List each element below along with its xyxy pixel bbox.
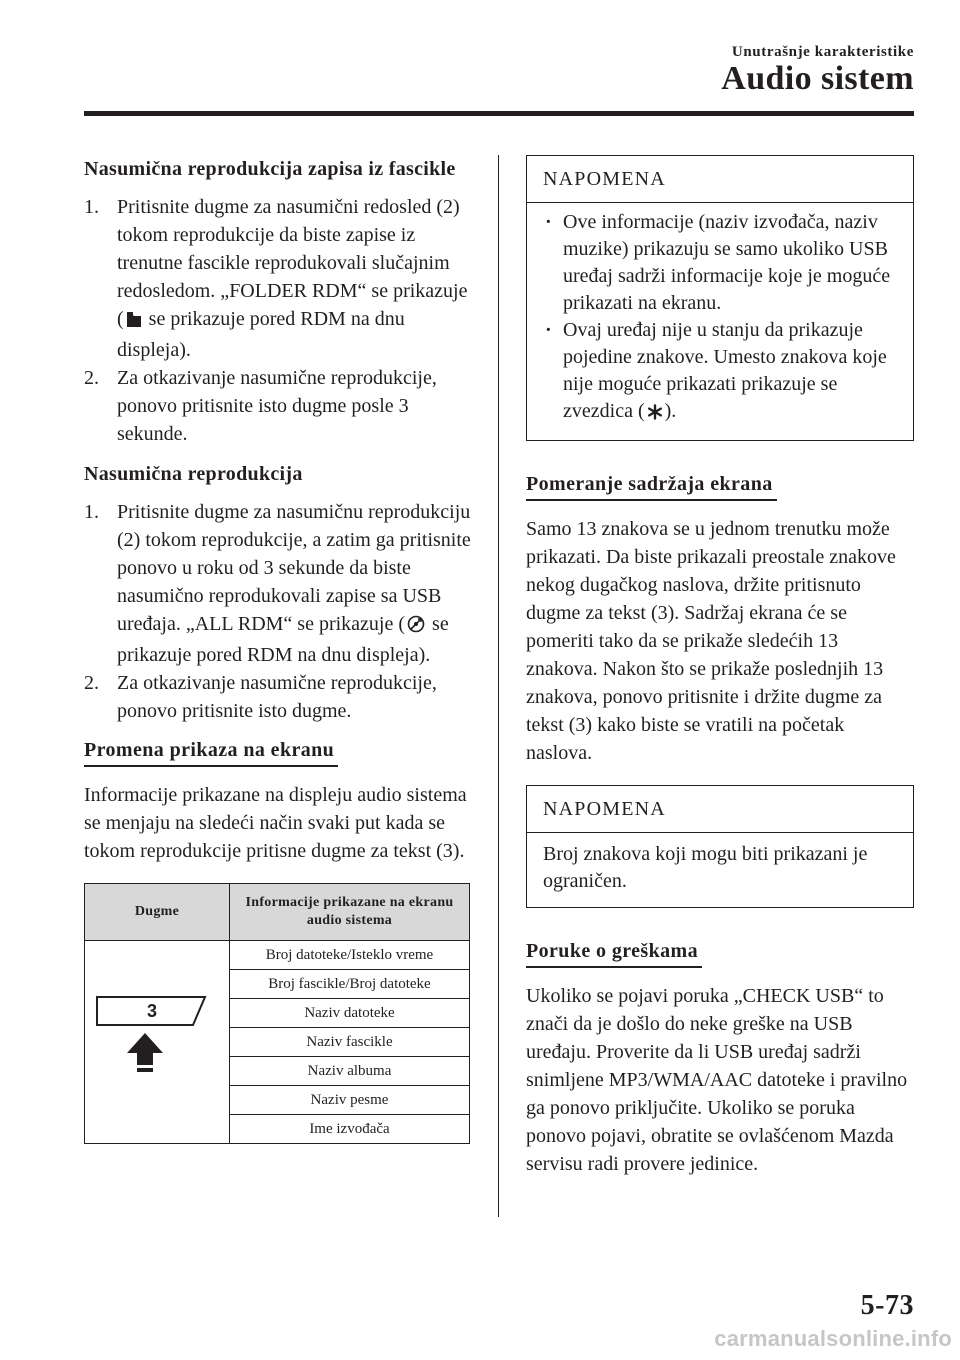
display-change-body: Informacije prikazane na displeju audio sistema se menjaju na sledeći način svaki put kada se tokom reprodukcije pritisne dugme za tekst (3). <box>84 784 467 862</box>
table-header-info: Informacije prikazane na ekranu audio sistema <box>230 884 470 941</box>
list-item: 2. Za otkazivanje nasumične reprodukcije, ponovo pritisnite isto dugme. <box>84 672 437 722</box>
table-cell: Naziv albuma <box>230 1057 470 1086</box>
watermark: carmanualsonline.info <box>714 1326 952 1351</box>
note-body: Broj znakova koji mogu biti prikazani je ograničen. <box>543 843 868 892</box>
list-item: 1. Pritisnite dugme za nasumični redosled (2) tokom reprodukcije da biste zapise iz trenutne fascikle reprodukovali slučajnim redosledom. „FOLDER RDM“ se prikazuje ( se prikazuje pored RDM na dnu displeja). <box>84 196 468 361</box>
note-box <box>526 785 914 908</box>
note-title: NAPOMENA <box>527 156 913 203</box>
chapter-label: Unutrašnje karakteristike <box>731 44 914 60</box>
list-item: · Ovaj uređaj nije u stanju da prikazuje pojedine znakove. Umesto znakova koje nije moguće prikazati prikazuje se zvezdica ( ). <box>543 317 897 428</box>
text-button-cell <box>85 941 230 1144</box>
display-change-heading: Promena prikaza na ekranu <box>84 737 338 767</box>
list-item: · Ove informacije (naziv izvođača, naziv muzike) prikazuju se samo ukoliko USB uređaj sadrži informacije koje je moguće prikazati na ekranu. <box>545 211 891 314</box>
list-item: 1. Pritisnite dugme za nasumičnu reprodukciju (2) tokom reprodukcije, a zatim ga pritisnite ponovo u roku od 3 sekunde da biste nasumično reprodukovali zapise sa USB uređaja. „ALL RDM“ se prikazuje ( se prikazuje pored RDM na dnu displeja). <box>84 501 471 666</box>
page-number: 5-73 <box>860 1290 914 1321</box>
all-random-heading: Nasumična reprodukcija <box>84 463 303 485</box>
table-cell: Naziv pesme <box>230 1086 470 1115</box>
right-column <box>526 155 914 1196</box>
header-rule <box>84 111 914 116</box>
column-divider <box>498 155 499 1217</box>
section-title: Audio sistem <box>721 60 914 97</box>
table-cell: Ime izvođača <box>230 1115 470 1144</box>
table-row <box>85 941 470 970</box>
list-item: 2. Za otkazivanje nasumične reprodukcije, ponovo pritisnite isto dugme posle 3 sekunde. <box>84 367 437 445</box>
folder-random-heading: Nasumična reprodukcija zapisa iz fascikle <box>84 158 456 180</box>
folder-icon <box>126 308 142 336</box>
asterisk-icon <box>647 401 663 428</box>
press-arrow-icon <box>127 1033 163 1072</box>
scroll-body: Samo 13 znakova se u jednom trenutku može prikazati. Da biste prikazali preostale znakove nekog dugačkog naslova, držite pritisnuto dugme za tekst (3). Sadržaj ekrana će se pomeriti tako da se prikaže sledećih 13 znakova. Nakon što se prikaže poslednjih 13 znakova, ponovo pritisnite i držite dugme za tekst (3) kako biste se vratili na početak naslova. <box>526 518 896 764</box>
text-button-3-icon <box>85 977 229 1097</box>
table-header-button: Dugme <box>85 884 230 941</box>
display-info-table <box>84 883 470 1144</box>
errors-heading: Poruke o greškama <box>526 938 702 968</box>
scroll-heading: Pomeranje sadržaja ekrana <box>526 471 777 501</box>
note-body <box>527 203 913 440</box>
button-label: 3 <box>147 1001 158 1021</box>
note-title: NAPOMENA <box>527 786 913 833</box>
all-random-steps <box>84 498 472 725</box>
table-header-row <box>85 884 470 941</box>
errors-body: Ukoliko se pojavi poruka „CHECK USB“ to znači da je došlo do neke greške na USB uređaju. Proverite da li USB uređaj sadrži snimljene MP3/WMA/AAC datoteke i pravilno ga ponovo priključite. Ukoliko se poruka ponovo pojavi, obratite se ovlašćenom Mazda servisu radi provere jedinice. <box>526 985 908 1175</box>
disc-random-icon <box>407 613 425 641</box>
table-cell: Naziv fascikle <box>230 1028 470 1057</box>
folder-random-steps <box>84 193 472 448</box>
left-column <box>84 155 472 1144</box>
note-box <box>526 155 914 441</box>
table-cell: Broj fascikle/Broj datoteke <box>230 970 470 999</box>
table-cell: Broj datoteke/Isteklo vreme <box>230 941 470 970</box>
table-cell: Naziv datoteke <box>230 999 470 1028</box>
